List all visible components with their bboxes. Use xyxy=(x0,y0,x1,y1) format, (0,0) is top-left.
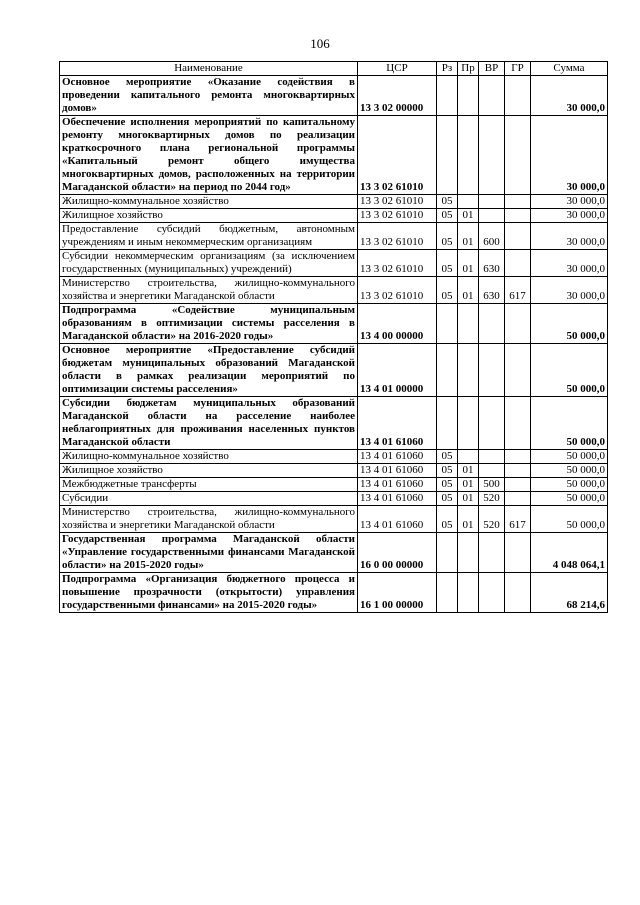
row-gr xyxy=(505,250,531,277)
table-row xyxy=(60,116,608,195)
table-row xyxy=(60,76,608,116)
row-gr xyxy=(505,397,531,450)
table-row xyxy=(60,223,608,250)
row-name: Межбюджетные трансферты xyxy=(60,478,358,492)
row-vr xyxy=(479,209,505,223)
table-row xyxy=(60,344,608,397)
row-pr xyxy=(458,304,479,344)
row-rz: 05 xyxy=(437,464,458,478)
row-pr xyxy=(458,344,479,397)
row-csr: 13 3 02 00000 xyxy=(358,76,437,116)
row-sum: 30 000,0 xyxy=(531,209,608,223)
row-csr: 13 4 01 61060 xyxy=(358,506,437,533)
row-gr xyxy=(505,478,531,492)
row-name: Подпрограмма «Организация бюджетного процесса и повышение прозрачности (открытости) управления государственными финансами» на 2015-2020 годы» xyxy=(60,573,358,613)
table-row xyxy=(60,533,608,573)
row-rz: 05 xyxy=(437,450,458,464)
row-sum: 30 000,0 xyxy=(531,223,608,250)
row-sum: 68 214,6 xyxy=(531,573,608,613)
row-csr: 13 4 01 00000 xyxy=(358,344,437,397)
row-sum: 30 000,0 xyxy=(531,195,608,209)
row-gr xyxy=(505,344,531,397)
row-csr: 13 3 02 61010 xyxy=(358,277,437,304)
row-name: Субсидии некоммерческим организациям (за исключением государственных (муниципальных) учреждений) xyxy=(60,250,358,277)
row-pr: 01 xyxy=(458,250,479,277)
row-rz xyxy=(437,397,458,450)
row-csr: 13 4 01 61060 xyxy=(358,450,437,464)
row-sum: 50 000,0 xyxy=(531,478,608,492)
row-name: Министерство строительства, жилищно-коммунального хозяйства и энергетики Магаданской области xyxy=(60,506,358,533)
row-vr xyxy=(479,573,505,613)
row-gr xyxy=(505,304,531,344)
row-gr xyxy=(505,450,531,464)
row-pr xyxy=(458,450,479,464)
table-row xyxy=(60,304,608,344)
row-name: Государственная программа Магаданской области «Управление государственными финансами Магаданской области» на 2015-2020 годы» xyxy=(60,533,358,573)
header-name: Наименование xyxy=(60,62,358,76)
row-vr: 600 xyxy=(479,223,505,250)
row-name: Основное мероприятие «Предоставление субсидий бюджетам муниципальных образований Магаданской области в рамках реализации мероприятий по оптимизации системы расселения» xyxy=(60,344,358,397)
row-rz: 05 xyxy=(437,209,458,223)
row-rz: 05 xyxy=(437,250,458,277)
row-csr: 13 4 01 61060 xyxy=(358,464,437,478)
row-csr: 13 3 02 61010 xyxy=(358,116,437,195)
row-sum: 30 000,0 xyxy=(531,116,608,195)
table-row xyxy=(60,195,608,209)
row-pr: 01 xyxy=(458,464,479,478)
table-row xyxy=(60,506,608,533)
row-name: Жилищно-коммунальное хозяйство xyxy=(60,195,358,209)
row-pr xyxy=(458,76,479,116)
row-vr: 630 xyxy=(479,250,505,277)
row-vr: 520 xyxy=(479,492,505,506)
row-csr: 13 4 01 61060 xyxy=(358,397,437,450)
row-csr: 13 3 02 61010 xyxy=(358,250,437,277)
row-vr: 630 xyxy=(479,277,505,304)
row-rz xyxy=(437,344,458,397)
row-sum: 30 000,0 xyxy=(531,250,608,277)
row-sum: 30 000,0 xyxy=(531,277,608,304)
row-sum: 30 000,0 xyxy=(531,76,608,116)
row-name: Подпрограмма «Содействие муниципальным образованиям в оптимизации системы расселения в Магаданской области» на 2016-2020 годы» xyxy=(60,304,358,344)
row-sum: 50 000,0 xyxy=(531,344,608,397)
row-rz xyxy=(437,304,458,344)
row-gr xyxy=(505,223,531,250)
row-vr xyxy=(479,450,505,464)
header-sum: Сумма xyxy=(531,62,608,76)
row-pr: 01 xyxy=(458,478,479,492)
table-header-row xyxy=(60,62,608,76)
row-csr: 13 4 01 61060 xyxy=(358,492,437,506)
row-gr xyxy=(505,492,531,506)
row-gr xyxy=(505,209,531,223)
table-row xyxy=(60,277,608,304)
row-rz xyxy=(437,533,458,573)
row-vr xyxy=(479,464,505,478)
table-row xyxy=(60,209,608,223)
header-pr: Пр xyxy=(458,62,479,76)
row-sum: 50 000,0 xyxy=(531,304,608,344)
row-pr: 01 xyxy=(458,506,479,533)
header-csr: ЦСР xyxy=(358,62,437,76)
row-gr: 617 xyxy=(505,277,531,304)
row-vr xyxy=(479,397,505,450)
row-rz xyxy=(437,76,458,116)
row-name: Субсидии xyxy=(60,492,358,506)
header-rz: Рз xyxy=(437,62,458,76)
row-name: Жилищное хозяйство xyxy=(60,209,358,223)
row-rz: 05 xyxy=(437,277,458,304)
table-row xyxy=(60,573,608,613)
row-sum: 50 000,0 xyxy=(531,450,608,464)
row-csr: 13 4 01 61060 xyxy=(358,478,437,492)
row-sum: 50 000,0 xyxy=(531,397,608,450)
row-rz xyxy=(437,573,458,613)
row-vr xyxy=(479,344,505,397)
row-name: Жилищно-коммунальное хозяйство xyxy=(60,450,358,464)
row-pr: 01 xyxy=(458,223,479,250)
row-pr: 01 xyxy=(458,209,479,223)
row-csr: 16 0 00 00000 xyxy=(358,533,437,573)
row-sum: 50 000,0 xyxy=(531,506,608,533)
row-pr: 01 xyxy=(458,277,479,304)
row-vr xyxy=(479,76,505,116)
row-pr xyxy=(458,533,479,573)
row-csr: 13 3 02 61010 xyxy=(358,209,437,223)
row-name: Субсидии бюджетам муниципальных образований Магаданской области на расселение наиболее неблагоприятных для проживания населенных пунктов Магаданской области xyxy=(60,397,358,450)
row-csr: 13 3 02 61010 xyxy=(358,195,437,209)
page-number: 106 xyxy=(310,36,330,51)
row-vr: 500 xyxy=(479,478,505,492)
table-row xyxy=(60,450,608,464)
row-sum: 4 048 064,1 xyxy=(531,533,608,573)
row-rz: 05 xyxy=(437,223,458,250)
row-rz: 05 xyxy=(437,492,458,506)
row-gr: 617 xyxy=(505,506,531,533)
row-sum: 50 000,0 xyxy=(531,464,608,478)
row-vr: 520 xyxy=(479,506,505,533)
table-row xyxy=(60,397,608,450)
row-gr xyxy=(505,116,531,195)
row-pr xyxy=(458,397,479,450)
row-pr xyxy=(458,116,479,195)
table-row xyxy=(60,478,608,492)
row-gr xyxy=(505,76,531,116)
row-csr: 13 3 02 61010 xyxy=(358,223,437,250)
row-rz xyxy=(437,116,458,195)
row-sum: 50 000,0 xyxy=(531,492,608,506)
row-name: Жилищное хозяйство xyxy=(60,464,358,478)
row-gr xyxy=(505,464,531,478)
row-rz: 05 xyxy=(437,478,458,492)
row-pr xyxy=(458,573,479,613)
row-csr: 13 4 00 00000 xyxy=(358,304,437,344)
table-row xyxy=(60,464,608,478)
row-name: Предоставление субсидий бюджетным, автономным учреждениям и иным некоммерческим организациям xyxy=(60,223,358,250)
row-vr xyxy=(479,533,505,573)
row-name: Основное мероприятие «Оказание содействия в проведении капитального ремонта многоквартирных домов» xyxy=(60,76,358,116)
row-vr xyxy=(479,116,505,195)
row-name: Обеспечение исполнения мероприятий по капитальному ремонту многоквартирных домов по реализации краткосрочного плана региональной программы «Капитальный ремонт общего имущества многоквартирных домов, расположенных на территории Магаданской области» на период по 2044 год» xyxy=(60,116,358,195)
row-gr xyxy=(505,573,531,613)
row-rz: 05 xyxy=(437,195,458,209)
table-row xyxy=(60,492,608,506)
header-vr: ВР xyxy=(479,62,505,76)
row-rz: 05 xyxy=(437,506,458,533)
row-vr xyxy=(479,304,505,344)
row-pr: 01 xyxy=(458,492,479,506)
row-pr xyxy=(458,195,479,209)
row-vr xyxy=(479,195,505,209)
row-gr xyxy=(505,195,531,209)
row-gr xyxy=(505,533,531,573)
row-csr: 16 1 00 00000 xyxy=(358,573,437,613)
table-row xyxy=(60,250,608,277)
budget-table xyxy=(59,61,608,613)
header-gr: ГР xyxy=(505,62,531,76)
row-name: Министерство строительства, жилищно-коммунального хозяйства и энергетики Магаданской области xyxy=(60,277,358,304)
